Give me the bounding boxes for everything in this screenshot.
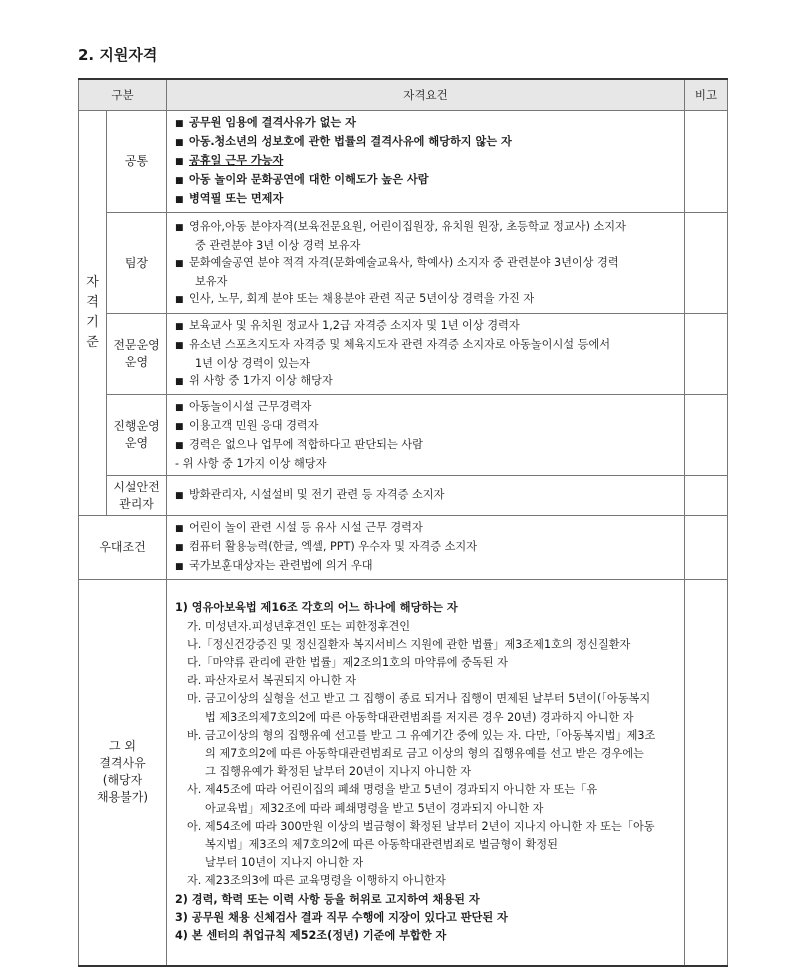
disqualification-subitem: 나.「정신건강증진 및 정신질환자 복지서비스 지원에 관한 법률」제3조제1호의 정신질환자 bbox=[187, 637, 631, 651]
requirements-progress-operation bbox=[167, 395, 685, 476]
category-team-leader: 팀장 bbox=[107, 213, 167, 314]
requirement-line: - 위 사항 중 1가지 이상 해당자 bbox=[175, 457, 327, 470]
category-common: 공통 bbox=[107, 111, 167, 213]
requirement-line: ■ 공무원 임용에 결격사유가 없는 자 bbox=[175, 114, 678, 133]
requirements-facility-safety bbox=[167, 476, 685, 516]
requirement-line: ■ 경력은 없으나 업무에 적합하다고 판단되는 사람 bbox=[175, 436, 678, 455]
category-facility-safety: 시설안전 관리자 bbox=[107, 476, 167, 516]
notes-professional-operation bbox=[685, 314, 728, 395]
category-professional-operation: 전문운영 운영 bbox=[107, 314, 167, 395]
disqualification-subitem: 복지법」제3조의 제7호의2에 따른 아동학대관련범죄로 벌금형이 확정된 bbox=[205, 837, 558, 851]
disqualification-subitem: 다.「마약류 관리에 관한 법률」제2조의1호의 마약류에 중독된 자 bbox=[187, 655, 508, 669]
disqualification-item: 3) 공무원 채용 신체검사 결과 직무 수행에 지장이 있다고 판단된 자 bbox=[175, 910, 508, 924]
requirement-line: ■ 영유아,아동 분야자격(보육전문요원, 어린이집원장, 유치원 원장, 초등학교 정교사) 소지자 bbox=[175, 218, 678, 237]
requirement-line: ■ 보육교사 및 유치원 정교사 1,2급 자격증 소지자 및 1년 이상 경력자 bbox=[175, 317, 678, 336]
header-notes: 비고 bbox=[685, 79, 728, 111]
row-disqualification bbox=[79, 580, 728, 966]
requirement-line: ■ 컴퓨터 활용능력(한글, 엑셀, PPT) 우수자 및 자격증 소지자 bbox=[175, 538, 678, 557]
requirement-line: ■ 방화관리자, 시설설비 및 전기 관련 등 자격증 소지자 bbox=[175, 486, 678, 505]
category-preferential: 우대조건 bbox=[79, 516, 167, 580]
requirement-line: ■ 아동 놀이와 문화공연에 대한 이해도가 높은 사람 bbox=[175, 171, 678, 190]
requirements-preferential bbox=[167, 516, 685, 580]
row-progress-operation bbox=[79, 395, 728, 476]
requirement-line: ■ 아동놀이시설 근무경력자 bbox=[175, 398, 678, 417]
disqualification-item: 2) 경력, 학력 또는 이력 사항 등을 허위로 고지하여 채용된 자 bbox=[175, 892, 480, 906]
row-common bbox=[79, 111, 728, 213]
requirement-line: ■ 유소년 스포츠지도자 자격증 및 체육지도자 관련 자격증 소지자로 아동놀이시설 등에서 bbox=[175, 336, 678, 355]
requirements-professional-operation bbox=[167, 314, 685, 395]
requirement-line: 1년 이상 경력이 있는자 bbox=[195, 357, 311, 370]
requirements-team-leader bbox=[167, 213, 685, 314]
qualification-group-label: 자 격 기 준 bbox=[79, 111, 107, 516]
requirement-line: 중 관련분야 3년 이상 경력 보유자 bbox=[195, 238, 361, 252]
disqualification-subitem: 그 집행유예가 확정된 날부터 20년이 지나지 아니한 자 bbox=[205, 765, 472, 779]
disqualification-item: 4) 본 센터의 취업규칙 제52조(정년) 기준에 부합한 자 bbox=[175, 928, 447, 942]
requirement-line: ■ 인사, 노무, 회계 분야 또는 채용분야 관련 직군 5년이상 경력을 가진 자 bbox=[175, 290, 678, 309]
requirements-disqualification bbox=[167, 580, 685, 966]
row-team-leader bbox=[79, 213, 728, 314]
disqualification-subitem: 라. 파산자로서 복권되지 아니한 자 bbox=[187, 674, 357, 688]
notes-preferential bbox=[685, 516, 728, 580]
disqualification-item: 1) 영유아보육법 제16조 각호의 어느 하나에 해당하는 자 bbox=[175, 601, 458, 615]
disqualification-subitem: 사. 제45조에 따라 어린이집의 폐쇄 명령을 받고 5년이 경과되지 아니한 자 또는「유 bbox=[187, 783, 598, 797]
notes-team-leader bbox=[685, 213, 728, 314]
requirements-common bbox=[167, 111, 685, 213]
section-title: 2. 지원자격 bbox=[78, 46, 158, 64]
requirement-line: ■ 이용고객 민원 응대 경력자 bbox=[175, 417, 678, 436]
category-progress-operation: 진행운영 운영 bbox=[107, 395, 167, 476]
requirement-line: ■ 국가보훈대상자는 관련법에 의거 우대 bbox=[175, 557, 678, 576]
notes-common bbox=[685, 111, 728, 213]
disqualification-subitem: 아교육법」제32조에 따라 폐쇄명령을 받고 5년이 경과되지 아니한 자 bbox=[205, 801, 544, 815]
disqualification-subitem: 날부터 10년이 지나지 아니한 자 bbox=[205, 856, 364, 870]
requirement-line: ■ 공휴일 근무 가능자 bbox=[175, 152, 678, 171]
requirement-line: ■ 문화예술공연 분야 적격 자격(문화예술교육사, 학예사) 소지자 중 관련분야 3년이상 경력 bbox=[175, 254, 678, 273]
row-preferential bbox=[79, 516, 728, 580]
disqualification-subitem: 의 제7호의2에 따른 아동학대관련범죄로 금고 이상의 형의 집행유예를 선고 받은 경우에는 bbox=[205, 746, 644, 760]
requirement-line: ■ 위 사항 중 1가지 이상 해당자 bbox=[175, 372, 678, 391]
header-requirements: 자격요건 bbox=[167, 79, 685, 111]
disqualification-subitem: 바. 금고이상의 형의 집행유예 선고를 받고 그 유예기간 중에 있는 자. 다만,「아동복지법」제3조 bbox=[187, 728, 656, 742]
requirement-line: ■ 어린이 놀이 관련 시설 등 유사 시설 근무 경력자 bbox=[175, 519, 678, 538]
notes-disqualification bbox=[685, 580, 728, 966]
disqualification-subitem: 아. 제54조에 따라 300만원 이상의 벌금형이 확정된 날부터 2년이 지나지 아니한 자 또는「아동 bbox=[187, 819, 655, 833]
header-row bbox=[79, 79, 728, 111]
header-category: 구분 bbox=[79, 79, 167, 111]
row-professional-operation bbox=[79, 314, 728, 395]
disqualification-subitem: 가. 미성년자.피성년후견인 또는 피한정후견인 bbox=[187, 619, 411, 633]
requirement-line: ■ 병역필 또는 면제자 bbox=[175, 190, 678, 209]
disqualification-subitem: 자. 제23조의3에 따른 교육명령을 이행하지 아니한자 bbox=[187, 874, 446, 888]
requirement-line: ■ 아동․청소년의 성보호에 관한 법률의 결격사유에 해당하지 않는 자 bbox=[175, 133, 678, 152]
category-disqualification: 그 외 결격사유 (해당자 채용불가) bbox=[79, 580, 167, 966]
qualification-table bbox=[78, 78, 728, 967]
disqualification-subitem: 마. 금고이상의 실형을 선고 받고 그 집행이 종료 되거나 집행이 면제된 날부터 5년이(「아동복지 bbox=[187, 692, 651, 706]
disqualification-subitem: 법 제3조의제7호의2에 따른 아동학대관련범죄를 저지른 경우 20년) 경과하지 아니한 자 bbox=[205, 710, 634, 724]
notes-progress-operation bbox=[685, 395, 728, 476]
row-facility-safety bbox=[79, 476, 728, 516]
notes-facility-safety bbox=[685, 476, 728, 516]
requirement-line: 보유자 bbox=[195, 274, 228, 288]
